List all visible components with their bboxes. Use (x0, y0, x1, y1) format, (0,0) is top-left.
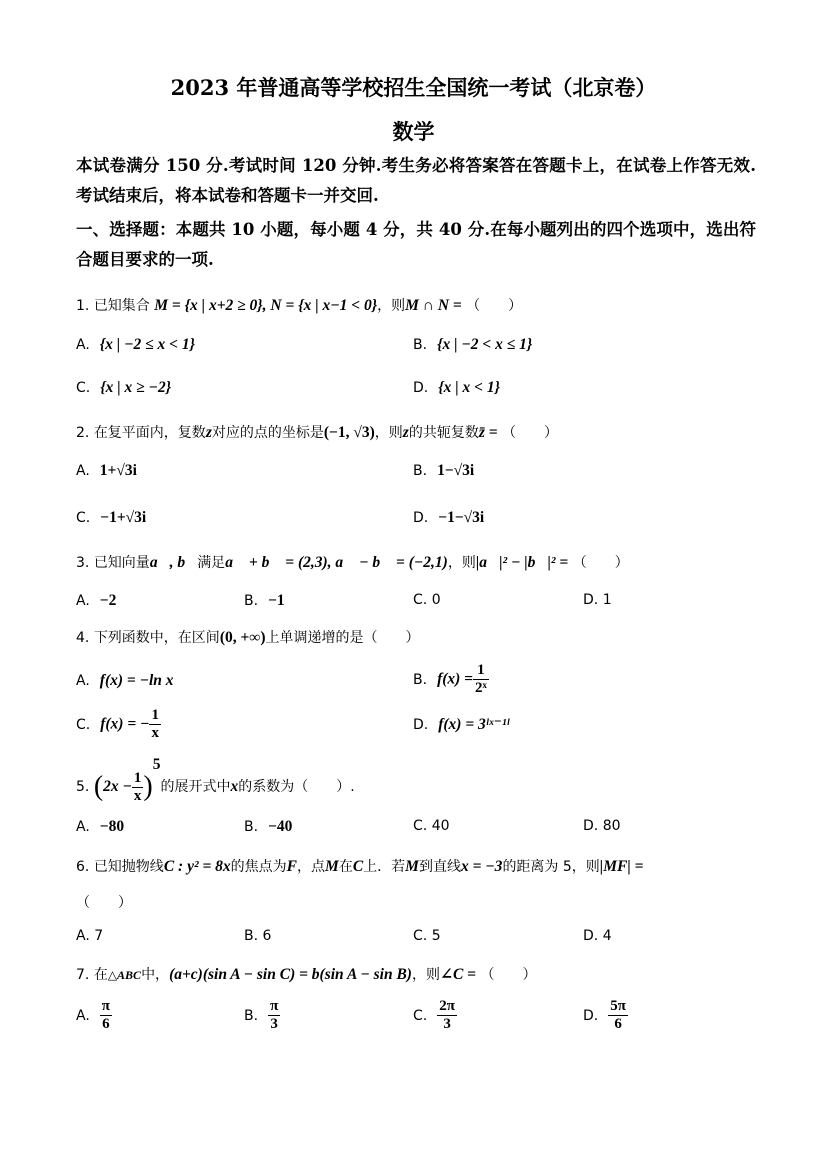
question-6: 6. 已知抛物线C : y² = 8x的焦点为F，点M在C上．若M到直线x = −3的距离为 5，则|MF| = (76, 858, 644, 875)
fraction: $\frac{\pi}{3}$ (270, 998, 279, 1032)
q1-option-d[interactable]: D. {x | x < 1} (413, 379, 501, 396)
question-3: 3. 已知向量a⃗, b⃗满足a⃗ + b⃗ = (2,3), a⃗ − b⃗ = (−2,1)，则|a⃗|² − |b⃗|² = （ ） (76, 554, 629, 571)
question-number: 1. (76, 298, 90, 314)
q1-option-b[interactable]: B. {x | −2 < x ≤ 1} (413, 336, 533, 353)
q6-option-b[interactable]: B. 6 (244, 928, 272, 944)
question-text: 已知集合 (93, 298, 150, 314)
answer-blank: （ ） (466, 298, 523, 314)
question-text: ，则 (377, 298, 406, 314)
math-expression: M ∩ N = (405, 297, 462, 314)
fraction: $\frac{1}{\text{2ˣ}}$ (475, 662, 487, 696)
fraction: $\frac{5\pi}{6}$ (610, 998, 626, 1032)
q3-option-a[interactable]: A. −2 (76, 592, 117, 609)
q4-option-b[interactable]: B. f(x) = $\frac{1}{\text{2ˣ}}$ (413, 662, 487, 696)
q3-option-c[interactable]: C. 0 (413, 592, 441, 608)
q2-option-d[interactable]: D. −1−√3i (413, 509, 485, 526)
intro-paragraph: 本试卷满分 150 分.考试时间 120 分钟.考生务必将答案答在答题卡上，在试卷上作答无效.考试结束后，将本试卷和答题卡一并交回. (76, 156, 756, 205)
question-7: 7. 在△ABC中，(a+c)(sin A − sin C) = b(sin A − sin B)，则∠C = （ ） (76, 966, 537, 983)
q5-option-b[interactable]: B. −40 (244, 818, 293, 835)
q4-option-a[interactable]: A. f(x) = −ln x (76, 672, 174, 689)
q2-option-c[interactable]: C. −1+√3i (76, 509, 147, 526)
math-expression: M = {x | x+2 ≥ 0}, N = {x | x−1 < 0} (154, 297, 378, 314)
q5-option-c[interactable]: C. 40 (413, 818, 450, 834)
q3-option-b[interactable]: B. −1 (244, 592, 285, 609)
fraction: $\frac{1}{x}$ (151, 707, 159, 741)
q6-option-a[interactable]: A. 7 (76, 928, 104, 944)
q2-option-a[interactable]: A. 1+√3i (76, 462, 137, 479)
question-4: 4. 下列函数中，在区间(0, +∞)上单调递增的是（ ） (76, 629, 420, 646)
q7-option-a[interactable]: A. $\frac{\pi}{6}$ (76, 998, 110, 1032)
q5-option-a[interactable]: A. −80 (76, 818, 125, 835)
question-5: 5. (2x − $\frac{1}{x}$ )$^5$的展开式中x的系数为（ ）. (76, 756, 355, 804)
q2-option-b[interactable]: B. 1−√3i (413, 462, 475, 479)
q6-option-c[interactable]: C. 5 (413, 928, 441, 944)
fraction: $\frac{2\pi}{3}$ (439, 998, 455, 1032)
question-2: 2. 在复平面内，复数z对应的点的坐标是(−1, √3)，则z的共轭复数z̄ = （ ） (76, 424, 559, 441)
q7-option-d[interactable]: D. $\frac{5\pi}{6}$ (583, 998, 626, 1032)
page-title: 2023 年普通高等学校招生全国统一考试（北京卷） (170, 75, 657, 100)
q6-option-d[interactable]: D. 4 (583, 928, 612, 944)
q4-option-c[interactable]: C. f(x) = − $\frac{1}{x}$ (76, 707, 159, 741)
q1-option-a[interactable]: A. {x | −2 ≤ x < 1} (76, 336, 195, 353)
question-1 (76, 295, 522, 315)
q5-option-d[interactable]: D. 80 (583, 818, 621, 834)
section-heading: 一、选择题：本题共 10 小题，每小题 4 分，共 40 分.在每小题列出的四个选项中，选出符合题目要求的一项. (76, 220, 756, 269)
q4-option-d[interactable]: D. f(x) = 3ˡˣ⁻¹ˡ (413, 716, 510, 733)
q3-option-d[interactable]: D. 1 (583, 592, 612, 608)
q7-option-c[interactable]: C. $\frac{2\pi}{3}$ (413, 998, 455, 1032)
q1-option-c[interactable]: C. {x | x ≥ −2} (76, 379, 172, 396)
question-6-blank: （ ） (76, 895, 132, 911)
q7-option-b[interactable]: B. $\frac{\pi}{3}$ (244, 998, 279, 1032)
fraction: $\frac{1}{x}$ (133, 769, 142, 804)
subject-title: 数学 (392, 119, 435, 144)
fraction: $\frac{\pi}{6}$ (101, 998, 110, 1032)
